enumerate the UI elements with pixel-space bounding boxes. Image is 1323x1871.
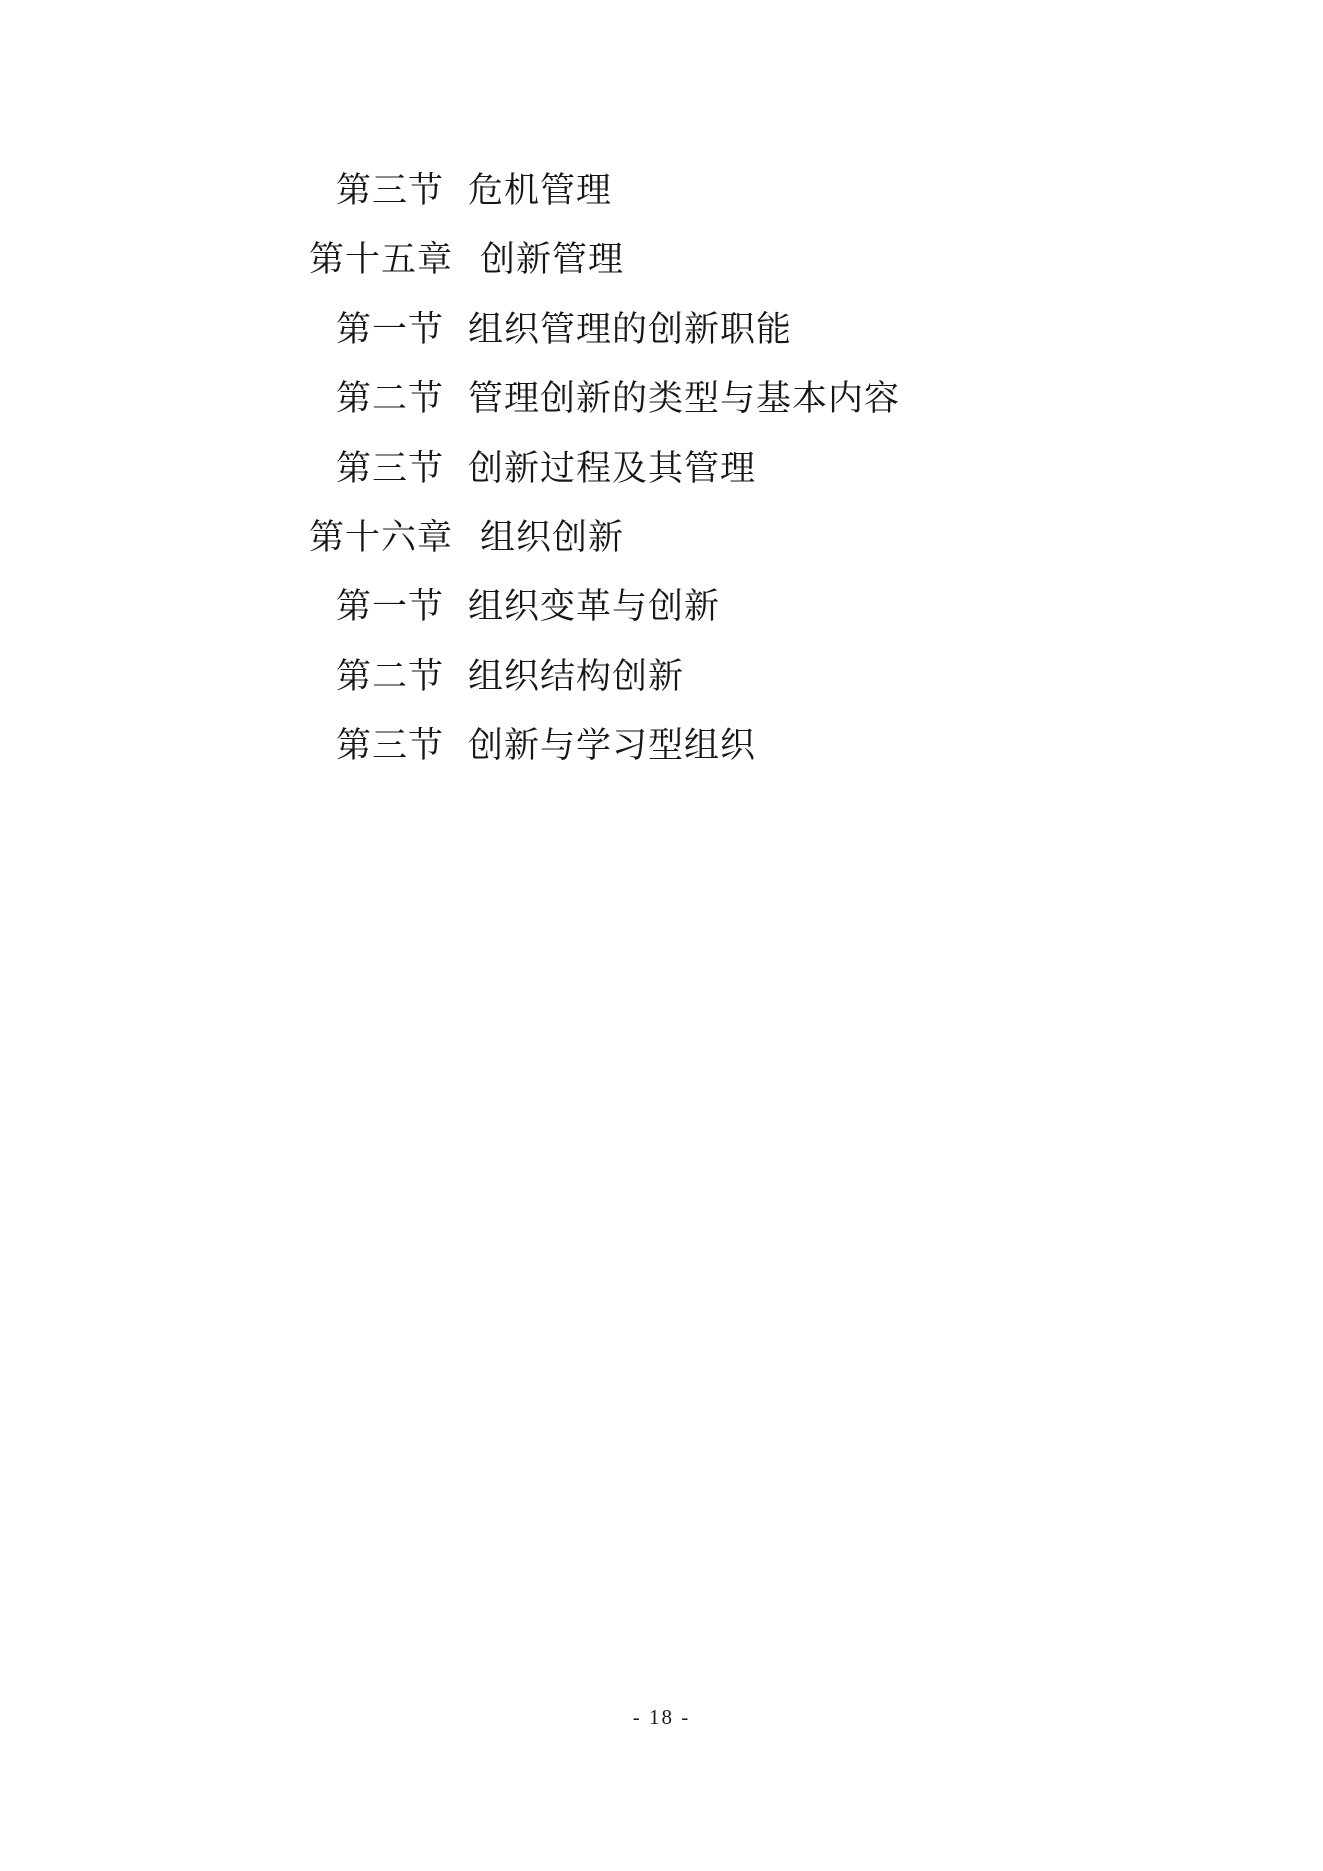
toc-section-title: 管理创新的类型与基本内容	[468, 379, 901, 419]
toc-row-section	[0, 434, 1323, 503]
toc-chapter-label: 第十六章	[309, 517, 454, 557]
page-number: - 18 -	[632, 1705, 691, 1729]
toc-row-section	[0, 156, 1323, 225]
toc-section-label: 第三节	[336, 171, 445, 210]
toc-section-title: 组织结构创新	[468, 656, 685, 696]
toc-row-section	[0, 295, 1323, 364]
toc-section-label: 第三节	[336, 448, 445, 488]
toc-section-label: 第二节	[336, 656, 445, 696]
toc-section-title: 创新过程及其管理	[468, 448, 757, 488]
toc-chapter-title: 组织创新	[480, 517, 625, 557]
toc-section-title: 创新与学习型组织	[468, 726, 757, 766]
toc-row-section	[0, 572, 1323, 641]
toc-section-label: 第一节	[336, 309, 445, 349]
toc-section-title: 组织管理的创新职能	[468, 309, 793, 349]
toc-section-label: 第一节	[336, 587, 445, 627]
toc-section-title: 组织变革与创新	[468, 587, 721, 627]
toc-row-section	[0, 711, 1323, 780]
toc-chapter-label: 第十五章	[309, 240, 454, 280]
toc-row-section	[0, 364, 1323, 433]
toc-section-title: 危机管理	[468, 171, 613, 210]
toc-row-chapter	[0, 225, 1323, 294]
page-footer	[0, 1705, 1323, 1730]
toc-list	[0, 156, 1323, 781]
toc-chapter-title: 创新管理	[480, 240, 625, 280]
toc-section-label: 第三节	[336, 726, 445, 766]
toc-row-section	[0, 642, 1323, 711]
toc-row-chapter	[0, 503, 1323, 572]
toc-section-label: 第二节	[336, 379, 445, 419]
